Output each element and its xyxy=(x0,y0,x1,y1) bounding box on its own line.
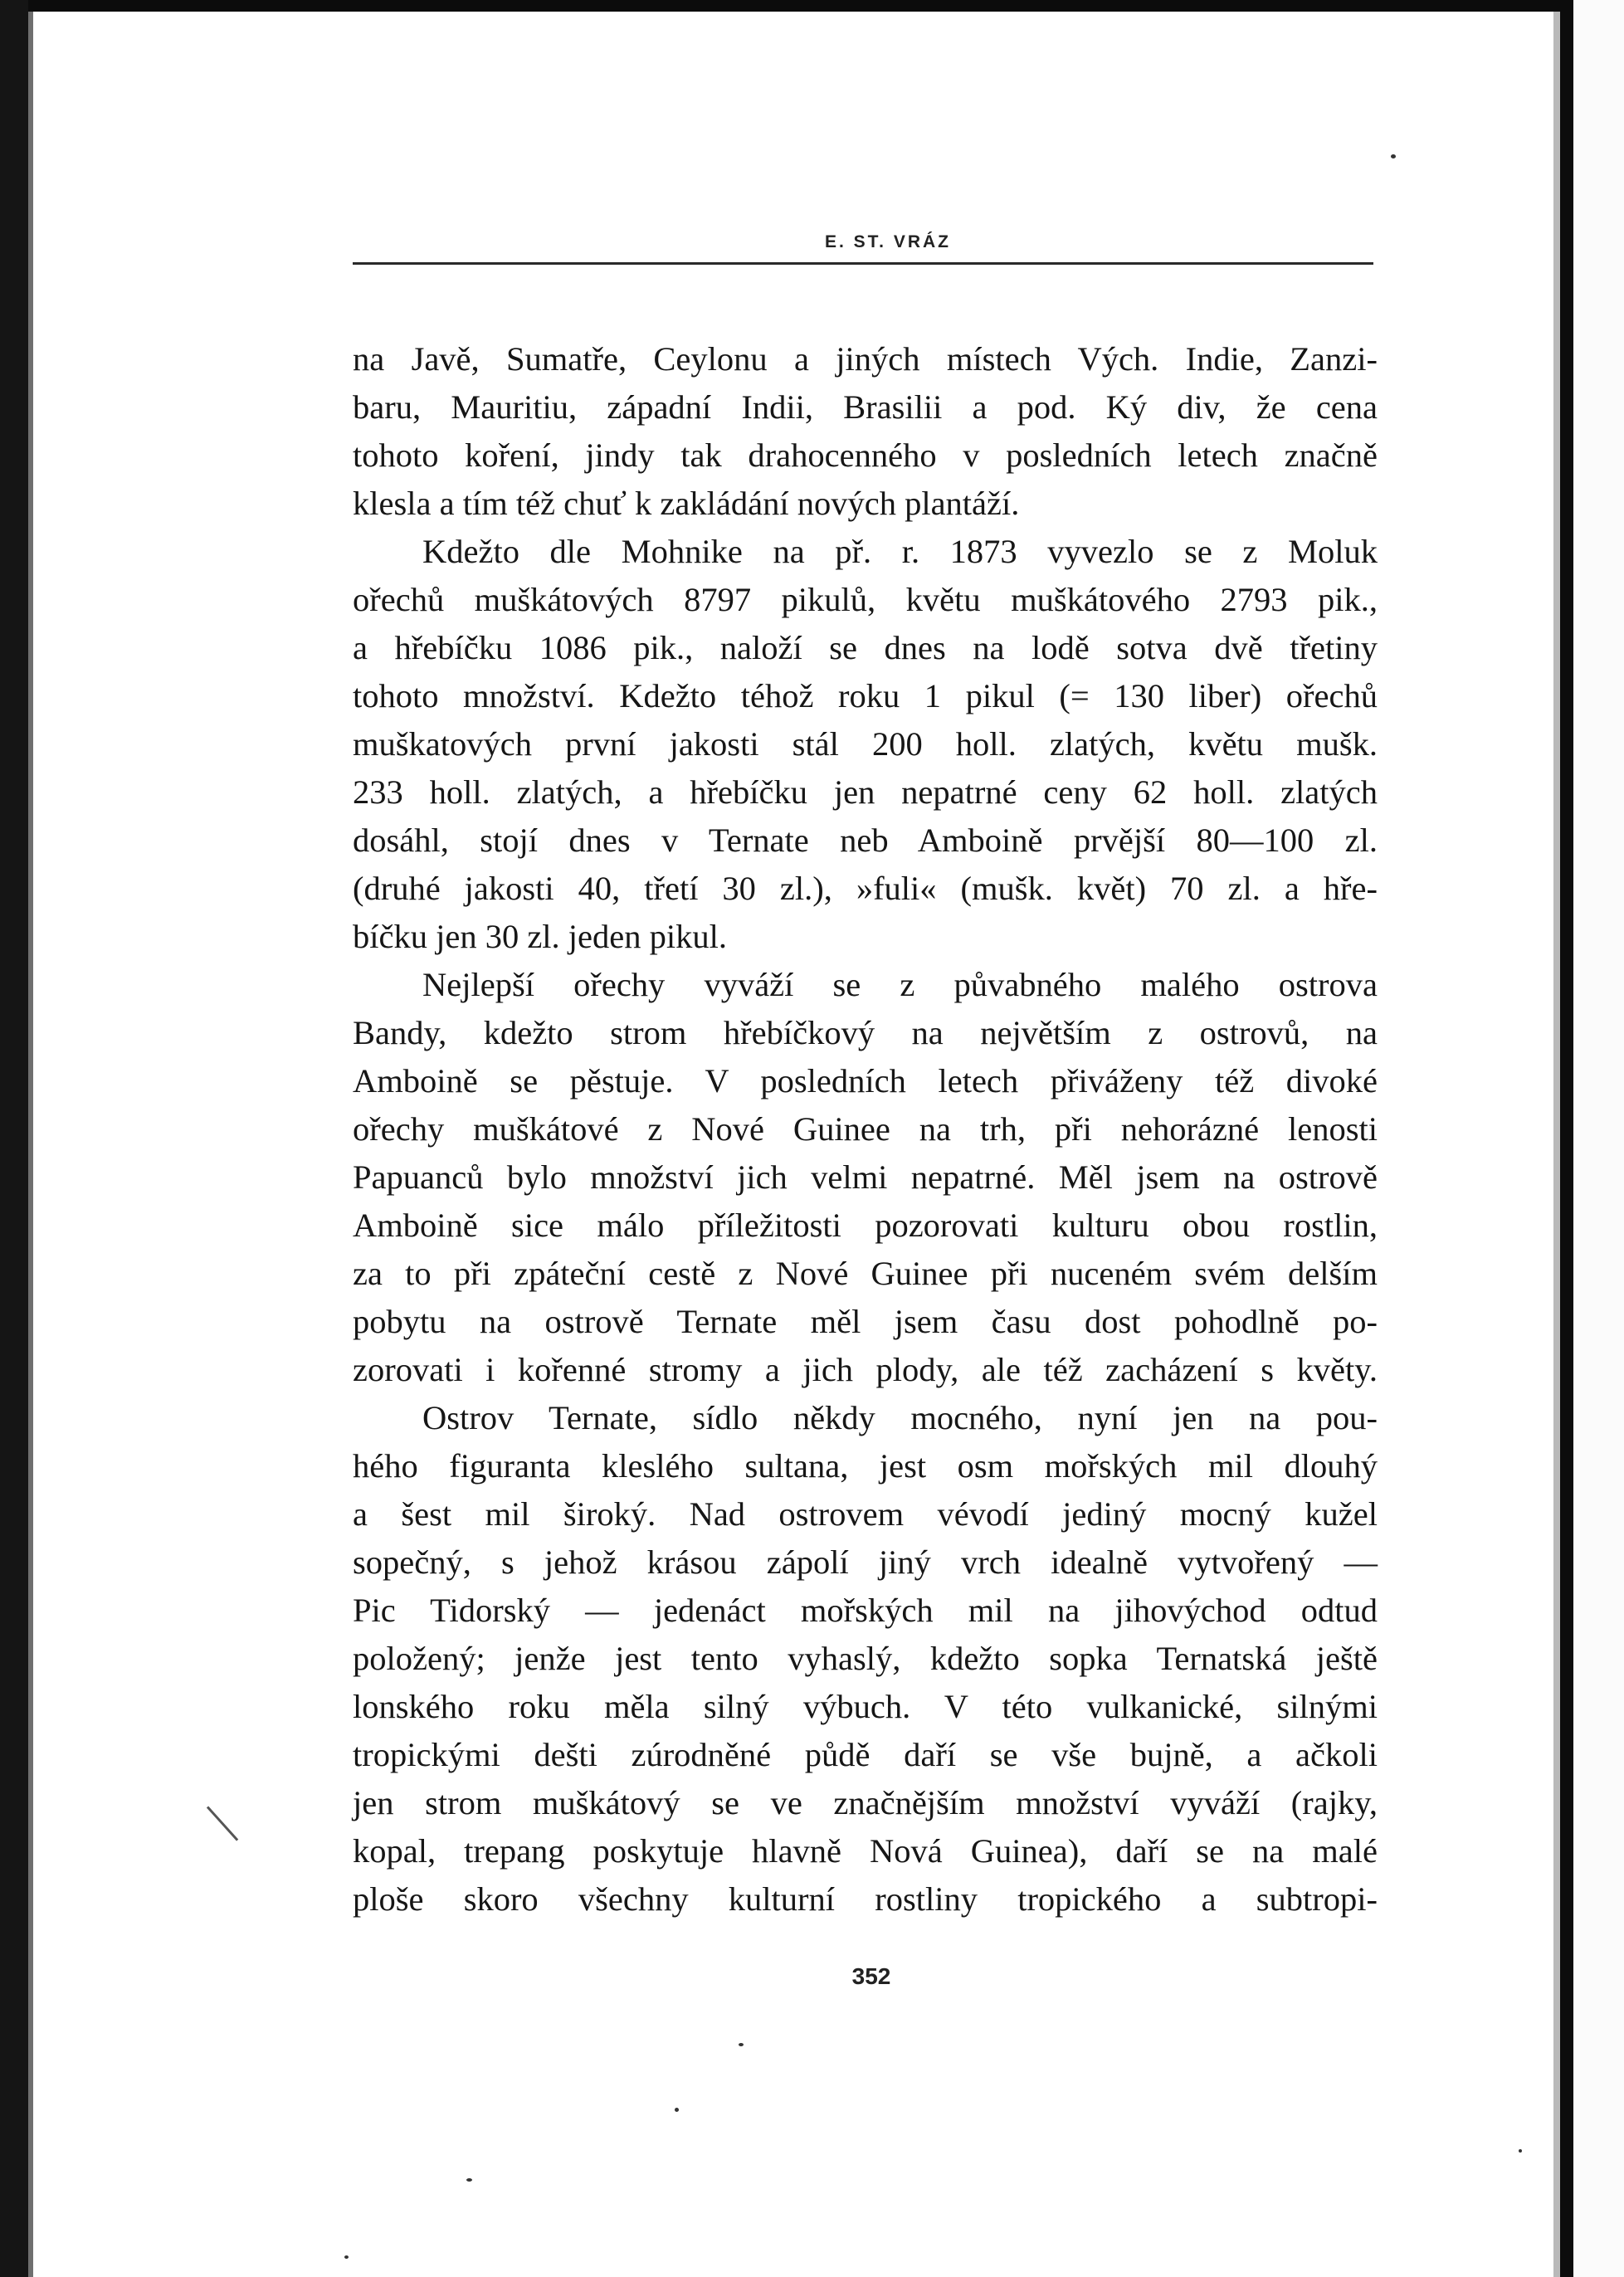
text-line: položený; jenže jest tento vyhaslý, kdežto sopka Ternatská ještě xyxy=(353,1640,1378,1677)
text-line: na Javě, Sumatře, Ceylonu a jiných místech Vých. Indie, Zanzi- xyxy=(353,340,1378,378)
paragraph-2 xyxy=(353,528,1378,961)
text-line: a hřebíčku 1086 pik., naloží se dnes na lodě sotva dvě třetiny xyxy=(353,629,1378,666)
paragraph-1 xyxy=(353,335,1378,528)
text-line: za to při zpáteční cestě z Nové Guinee při nuceném svém delším xyxy=(353,1255,1378,1292)
page-number: 352 xyxy=(851,1963,891,1989)
text-line: bíčku jen 30 zl. jeden pikul. xyxy=(353,918,728,955)
text-line: (druhé jakosti 40, třetí 30 zl.), »fuli« (mušk. květ) 70 zl. a hře- xyxy=(353,870,1378,907)
scan-border-right xyxy=(1560,0,1573,2277)
text-line: Nejlepší ořechy vyváží se z půvabného malého ostrova xyxy=(422,966,1378,1003)
text-line: Ostrov Ternate, sídlo někdy mocného, nyní jen na pou- xyxy=(422,1399,1378,1436)
scan-speck xyxy=(466,2178,472,2182)
text-line: a šest mil široký. Nad ostrovem vévodí jediný mocný kužel xyxy=(353,1495,1378,1533)
scan-speck xyxy=(1519,2149,1522,2153)
text-line: 233 holl. zlatých, a hřebíčku jen nepatrné ceny 62 holl. zlatých xyxy=(353,773,1378,811)
scan-speck xyxy=(1391,154,1396,158)
scan-border-top xyxy=(0,0,1624,12)
text-line: kopal, trepang poskytuje hlavně Nová Guinea), daří se na malé xyxy=(353,1832,1378,1870)
scan-border-right-shade xyxy=(1553,12,1560,2277)
text-line: Amboině se pěstuje. V posledních letech přiváženy též divoké xyxy=(353,1062,1378,1099)
text-line: Bandy, kdežto strom hřebíčkový na největším z ostrovů, na xyxy=(353,1014,1378,1051)
text-line: ploše skoro všechny kulturní rostliny tropického a subtropi- xyxy=(353,1880,1378,1918)
text-line: tropickými dešti zúrodněné půdě daří se vše bujně, a ačkoli xyxy=(353,1736,1378,1773)
text-line: pobytu na ostrově Ternate měl jsem času dost pohodlně po- xyxy=(353,1303,1378,1340)
scan-stray-mark xyxy=(207,1806,238,1841)
body-text xyxy=(353,335,1378,1924)
scan-margin-right xyxy=(1573,0,1624,2277)
text-line: tohoto koření, jindy tak drahocenného v posledních letech značně xyxy=(353,436,1378,474)
text-line: dosáhl, stojí dnes v Ternate neb Amboině prvější 80—100 zl. xyxy=(353,822,1378,859)
running-head-rule xyxy=(353,262,1373,265)
paragraph-4 xyxy=(353,1394,1378,1924)
text-line: hého figuranta kleslého sultana, jest osm mořských mil dlouhý xyxy=(353,1447,1378,1485)
text-line: muškatových první jakosti stál 200 holl. zlatých, květu mušk. xyxy=(353,725,1378,763)
text-line: zorovati i kořenné stromy a jich plody, ale též zacházení s květy. xyxy=(353,1351,1378,1388)
scan-speck xyxy=(739,2043,744,2046)
text-line: Pic Tidorský — jedenáct mořských mil na jihovýchod odtud xyxy=(353,1592,1378,1629)
running-head xyxy=(353,229,1373,262)
scan-border-left xyxy=(0,0,28,2277)
text-line: Kdežto dle Mohnike na př. r. 1873 vyvezlo se z Moluk xyxy=(422,533,1378,570)
text-line: baru, Mauritiu, západní Indii, Brasilii a pod. Ký div, že cena xyxy=(353,388,1378,426)
text-line: lonského roku měla silný výbuch. V této vulkanické, silnými xyxy=(353,1688,1378,1725)
text-line: jen strom muškátový se ve značnějším množství vyváží (rajky, xyxy=(353,1784,1378,1821)
scan-speck xyxy=(675,2108,679,2112)
running-head-text: E. ST. VRÁZ xyxy=(824,232,952,251)
scan-speck xyxy=(344,2255,349,2259)
text-line: Papuanců bylo množství jich velmi nepatrné. Měl jsem na ostrově xyxy=(353,1158,1378,1196)
text-line: sopečný, s jehož krásou zápolí jiný vrch idealně vytvořený — xyxy=(353,1543,1378,1581)
text-line: Amboině sice málo příležitosti pozorovati kulturu obou rostlin, xyxy=(353,1207,1378,1244)
text-line: ořechů muškátových 8797 pikulů, květu muškátového 2793 pik., xyxy=(353,581,1378,618)
text-line: klesla a tím též chuť k zakládání nových plantáží. xyxy=(353,485,1020,522)
paragraph-3 xyxy=(353,961,1378,1394)
scan-border-left-shade xyxy=(28,12,33,2277)
text-line: ořechy muškátové z Nové Guinee na trh, při nehorázné lenosti xyxy=(353,1110,1378,1148)
text-line: tohoto množství. Kdežto téhož roku 1 pikul (= 130 liber) ořechů xyxy=(353,677,1378,714)
